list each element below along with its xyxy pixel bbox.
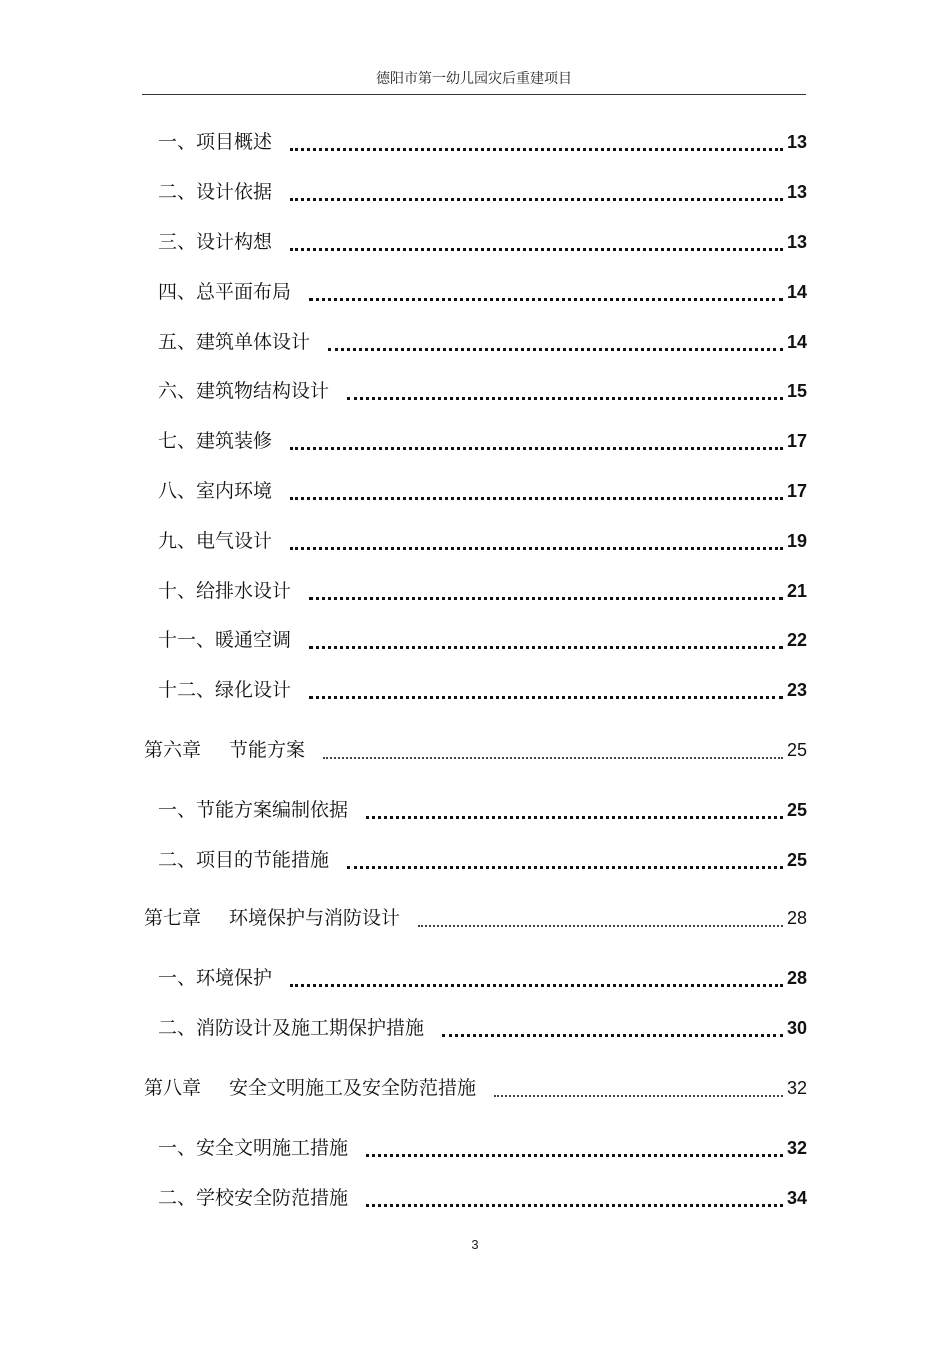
toc-entry-title: 二、项目的节能措施 bbox=[158, 849, 330, 871]
dot-leader bbox=[290, 178, 783, 206]
toc-entry-title: 十一、暖通空调 bbox=[158, 629, 292, 651]
toc-chapter-title bbox=[144, 1074, 476, 1102]
toc-entry-title: 八、室内环境 bbox=[158, 480, 273, 502]
toc-chapter-title bbox=[144, 904, 400, 932]
dot-leader bbox=[290, 128, 783, 156]
toc-entry-title: 三、设计构想 bbox=[158, 231, 273, 253]
toc-entry-page: 25 bbox=[786, 800, 807, 820]
dot-leader bbox=[290, 964, 783, 992]
toc-entry-page: 23 bbox=[786, 680, 807, 700]
toc-entry[interactable] bbox=[158, 278, 807, 306]
chapter-name: 安全文明施工及安全防范措施 bbox=[229, 1077, 477, 1099]
toc-entry-title: 九、电气设计 bbox=[158, 530, 273, 552]
toc-entry-title: 七、建筑装修 bbox=[158, 430, 273, 452]
toc-entry[interactable] bbox=[158, 676, 807, 704]
toc-entry[interactable] bbox=[158, 796, 807, 824]
toc-entry-title: 一、安全文明施工措施 bbox=[158, 1137, 349, 1159]
toc-entry[interactable] bbox=[158, 846, 807, 874]
toc-entry-page: 17 bbox=[786, 481, 807, 501]
dot-leader bbox=[328, 328, 783, 356]
chapter-name: 环境保护与消防设计 bbox=[229, 907, 401, 929]
dot-leader bbox=[418, 904, 783, 932]
dot-leader bbox=[323, 736, 783, 764]
toc-entry[interactable] bbox=[158, 128, 807, 156]
toc-entry[interactable] bbox=[158, 1184, 807, 1212]
toc-entry-title: 四、总平面布局 bbox=[158, 281, 292, 303]
toc-entry-page: 34 bbox=[786, 1188, 807, 1208]
chapter-name: 节能方案 bbox=[229, 739, 306, 761]
toc-entry-page: 14 bbox=[786, 282, 807, 302]
dot-leader bbox=[290, 527, 783, 555]
toc-entry-page: 21 bbox=[786, 581, 807, 601]
toc-entry-page: 13 bbox=[786, 182, 807, 202]
dot-leader bbox=[309, 626, 783, 654]
toc-entry-page: 13 bbox=[786, 232, 807, 252]
page-number: 3 bbox=[471, 1237, 479, 1252]
toc-entry[interactable] bbox=[158, 228, 807, 256]
chapter-number: 第六章 bbox=[144, 739, 202, 761]
dot-leader bbox=[366, 796, 783, 824]
toc-entry-title: 六、建筑物结构设计 bbox=[158, 380, 330, 402]
toc-entry[interactable] bbox=[158, 626, 807, 654]
toc-entry-page: 17 bbox=[786, 431, 807, 451]
toc-entry-title: 二、学校安全防范措施 bbox=[158, 1187, 349, 1209]
toc-chapter-entry[interactable] bbox=[144, 904, 807, 932]
toc-entry-page: 13 bbox=[786, 132, 807, 152]
toc-chapter-entry[interactable] bbox=[144, 736, 807, 764]
dot-leader bbox=[347, 846, 783, 874]
toc-entry-title: 二、消防设计及施工期保护措施 bbox=[158, 1017, 425, 1039]
toc-entry-title: 十、给排水设计 bbox=[158, 580, 292, 602]
toc-entry-title: 五、建筑单体设计 bbox=[158, 331, 311, 353]
toc-entry[interactable] bbox=[158, 577, 807, 605]
dot-leader bbox=[290, 228, 783, 256]
toc-entry[interactable] bbox=[158, 477, 807, 505]
toc-entry-title: 十二、绿化设计 bbox=[158, 679, 292, 701]
toc-entry-page: 14 bbox=[786, 332, 807, 352]
toc-entry[interactable] bbox=[158, 328, 807, 356]
dot-leader bbox=[290, 427, 783, 455]
toc-entry-title: 二、设计依据 bbox=[158, 181, 273, 203]
toc-entry-page: 19 bbox=[786, 531, 807, 551]
toc-entry-page: 32 bbox=[786, 1138, 807, 1158]
toc-entry-title: 一、环境保护 bbox=[158, 967, 273, 989]
dot-leader bbox=[366, 1184, 783, 1212]
toc-entry-title: 一、节能方案编制依据 bbox=[158, 799, 349, 821]
dot-leader bbox=[309, 577, 783, 605]
toc-entry[interactable] bbox=[158, 178, 807, 206]
toc-entry[interactable] bbox=[158, 377, 807, 405]
toc-entry-page: 15 bbox=[786, 381, 807, 401]
toc-chapter-entry[interactable] bbox=[144, 1074, 807, 1102]
dot-leader bbox=[309, 278, 783, 306]
dot-leader bbox=[309, 676, 783, 704]
toc-entry-page: 28 bbox=[786, 908, 807, 928]
dot-leader bbox=[442, 1014, 783, 1042]
dot-leader bbox=[366, 1134, 783, 1162]
toc-entry-page: 28 bbox=[786, 968, 807, 988]
toc-entry-page: 25 bbox=[786, 740, 807, 760]
toc-chapter-title bbox=[144, 736, 305, 764]
toc-entry[interactable] bbox=[158, 1014, 807, 1042]
toc-entry-page: 22 bbox=[786, 630, 807, 650]
toc-entry[interactable] bbox=[158, 427, 807, 455]
header-title: 德阳市第一幼儿园灾后重建项目 bbox=[376, 71, 572, 87]
toc-entry[interactable] bbox=[158, 527, 807, 555]
chapter-number: 第八章 bbox=[144, 1077, 202, 1099]
dot-leader bbox=[494, 1074, 783, 1102]
toc-entry-page: 30 bbox=[786, 1018, 807, 1038]
toc-entry-page: 25 bbox=[786, 850, 807, 870]
toc-entry[interactable] bbox=[158, 964, 807, 992]
chapter-number: 第七章 bbox=[144, 907, 202, 929]
toc-entry-title: 一、项目概述 bbox=[158, 131, 273, 153]
toc-entry[interactable] bbox=[158, 1134, 807, 1162]
dot-leader bbox=[347, 377, 783, 405]
dot-leader bbox=[290, 477, 783, 505]
toc-entry-page: 32 bbox=[786, 1078, 807, 1098]
